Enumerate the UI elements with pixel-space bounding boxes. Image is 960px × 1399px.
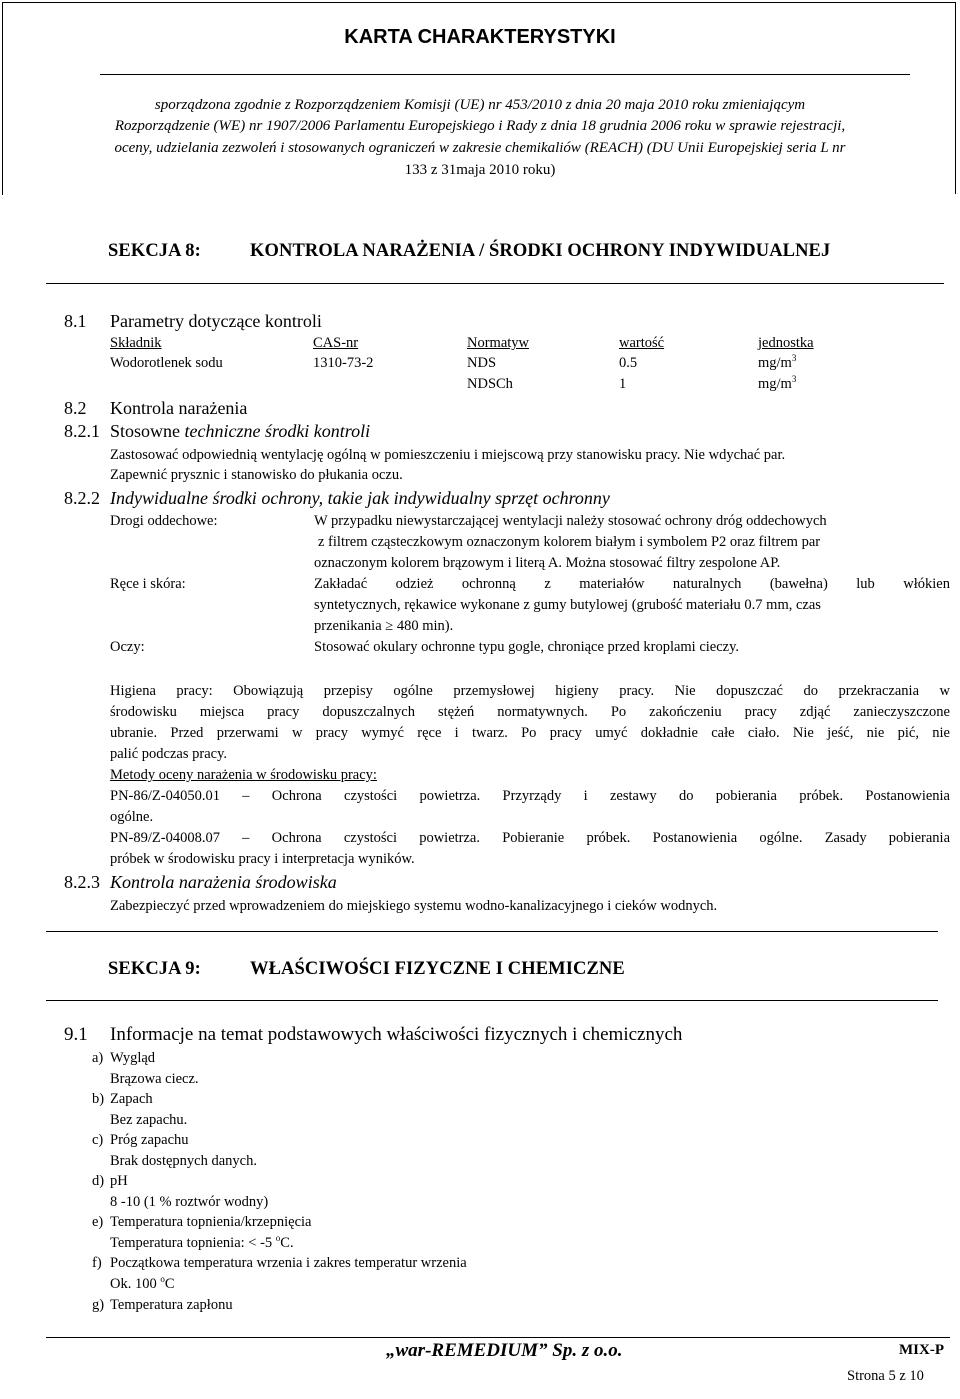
property-label-flash-point: Temperatura zapłonu [110, 1297, 233, 1313]
subsection-9-1-title: Informacje na temat podstawowych właściwości fizycznych i chemicznych [110, 1024, 683, 1045]
section-8-divider [46, 283, 944, 284]
melting-point-unit: C. [280, 1235, 294, 1251]
degree-sup: o [160, 1274, 165, 1285]
engineering-controls-text-2: Zapewnić prysznic i stanowisko do płukania oczu. [110, 467, 403, 483]
eyes-label: Oczy: [110, 639, 145, 655]
environment-controls-text: Zabezpieczyć przed wprowadzeniem do miejskiego systemu wodno-kanalizacyjnego i cieków wodnych. [110, 898, 718, 914]
property-letter-e: e) [92, 1214, 104, 1230]
table-header-component: Składnik [110, 335, 162, 351]
standard-pn86-line-2: ogólne. [110, 809, 154, 825]
boiling-point-text: Ok. 100 [110, 1276, 161, 1292]
property-value-odour: Bez zapachu. [110, 1112, 188, 1128]
methods-title: Metody oceny narażenia w środowisku pracy: [110, 767, 377, 783]
subsection-8-2-1-number: 8.2.1 [64, 421, 100, 441]
table-header-cas: CAS-nr [313, 335, 359, 351]
subsection-8-1-title: Parametry dotyczące kontroli [110, 311, 322, 331]
property-label-odour-threshold: Próg zapachu [110, 1132, 189, 1148]
hygiene-text-1: Higiena pracy: Obowiązują przepisy ogólne przemysłowej higieny pracy. Nie dopuszczać do przekraczania w [110, 683, 950, 699]
property-value-melting-point [110, 1233, 294, 1253]
hygiene-text-2: środowisku miejsca pracy dopuszczalnych stężeń normatywnych. Po zakończeniu pracy zdjąć zanieczyszczone [110, 704, 950, 720]
section-8-title: KONTROLA NARAŻENIA / ŚRODKI OCHRONY INDYWIDUALNEJ [250, 241, 831, 261]
property-label-boiling-point: Początkowa temperatura wrzenia i zakres temperatur wrzenia [110, 1255, 467, 1271]
table-cell-unit [758, 353, 796, 373]
property-letter-c: c) [92, 1132, 104, 1148]
respiratory-label: Drogi oddechowe: [110, 513, 218, 529]
regulation-line-3: oceny, udzielania zezwoleń i stosowanych ograniczeń w zakresie chemikaliów (REACH) (DU Unii Europejskiej seria L nr [114, 140, 846, 156]
respiratory-text-1: W przypadku niewystarczającej wentylacji należy stosować ochrony dróg oddechowych [314, 513, 827, 529]
property-label-ph: pH [110, 1173, 128, 1189]
property-value-ph: 8 -10 (1 % roztwór wodny) [110, 1194, 269, 1210]
standard-pn86-line-1: PN-86/Z-04050.01 – Ochrona czystości powietrza. Przyrządy i zestawy do pobierania próbek. Postanowienia [110, 788, 950, 804]
melting-point-text: Temperatura topnienia: < -5 [110, 1235, 276, 1251]
subsection-8-2-1-title-b: techniczne środki kontroli [184, 421, 371, 441]
property-letter-g: g) [92, 1297, 105, 1313]
regulation-line-1: sporządzona zgodnie z Rozporządzeniem Komisji (UE) nr 453/2010 z dnia 20 maja 2010 roku zmieniającym [154, 97, 806, 113]
property-letter-b: b) [92, 1091, 105, 1107]
hands-skin-text-2: syntetycznych, rękawice wykonane z gumy butylowej (grubość materiału 0.7 mm, czas [314, 597, 821, 613]
degree-sup: o [275, 1233, 281, 1244]
property-value-appearance: Brązowa ciecz. [110, 1071, 199, 1087]
standard-pn89-line-2: próbek w środowisku pracy i interpretacja wyników. [110, 851, 415, 867]
engineering-controls-text-1: Zastosować odpowiednią wentylację ogólną w pomieszczeniu i miejscową przy stanowisku pracy. Nie wdychać par. [110, 447, 786, 463]
regulation-line-4: 133 z 31maja 2010 roku) [404, 162, 556, 178]
unit-text: mg/m [758, 376, 792, 392]
table-cell-component: Wodorotlenek sodu [110, 355, 223, 371]
property-letter-f: f) [92, 1255, 102, 1271]
table-cell-standard: NDS [467, 355, 497, 371]
property-value-odour-threshold: Brak dostępnych danych. [110, 1153, 257, 1169]
eyes-text: Stosować okulary ochronne typu gogle, chroniące przed kroplami cieczy. [314, 639, 740, 655]
section-8-end-divider [46, 931, 938, 932]
table-cell-value: 0.5 [619, 355, 638, 371]
hands-skin-text-1: Zakładać odzież ochronną z materiałów naturalnych (bawełna) lub włókien [314, 576, 950, 592]
table-cell-unit [758, 374, 796, 394]
subsection-8-2-1-title [110, 419, 370, 443]
hygiene-text-4: palić podczas pracy. [110, 746, 228, 762]
hygiene-text-3: ubranie. Przed przerwami w pracy wymyć ręce i twarz. Po pracy umyć dokładnie całe ciało. Nie jeść, nie pić, nie [110, 725, 950, 741]
document-title: KARTA CHARAKTERYSTYKI [344, 26, 616, 48]
subsection-8-2-number: 8.2 [64, 398, 87, 418]
hands-skin-label: Ręce i skóra: [110, 576, 186, 592]
subsection-8-2-2-number: 8.2.2 [64, 488, 100, 508]
respiratory-text-3: oznaczonym kolorem brązowym i literą A. Można stosować filtry zespolone AP. [314, 555, 781, 571]
subsection-8-2-2-title: Indywidualne środki ochrony, takie jak indywidualny sprzęt ochronny [110, 488, 610, 508]
property-label-melting-point: Temperatura topnienia/krzepnięcia [110, 1214, 312, 1230]
property-letter-d: d) [92, 1173, 105, 1189]
subsection-8-1-number: 8.1 [64, 311, 87, 331]
table-cell-value: 1 [619, 376, 627, 392]
unit-text: mg/m [758, 355, 792, 371]
table-cell-cas: 1310-73-2 [313, 355, 374, 371]
unit-superscript: 3 [791, 374, 797, 385]
subsection-9-1-number: 9.1 [64, 1024, 88, 1045]
footer-divider [46, 1337, 950, 1338]
subsection-8-2-title: Kontrola narażenia [110, 398, 248, 418]
table-header-unit: jednostka [758, 335, 814, 351]
subsection-8-2-3-number: 8.2.3 [64, 872, 100, 892]
property-label-odour: Zapach [110, 1091, 153, 1107]
table-header-standard: Normatyw [467, 335, 530, 351]
unit-superscript: 3 [791, 353, 797, 364]
section-9-divider [46, 1000, 938, 1001]
title-divider [100, 74, 910, 75]
table-header-value: wartość [619, 335, 665, 351]
boiling-point-unit: C [164, 1276, 175, 1292]
section-9-number: SEKCJA 9: [108, 959, 201, 979]
section-8-number: SEKCJA 8: [108, 241, 201, 261]
regulation-line-2: Rozporządzenie (WE) nr 1907/2006 Parlamentu Europejskiego i Rady z dnia 18 grudnia 2006 roku w sprawie rejestracji, [114, 118, 846, 134]
property-value-boiling-point [110, 1274, 175, 1294]
footer-product: MIX-P [899, 1342, 944, 1358]
table-cell-standard: NDSCh [467, 376, 513, 392]
subsection-8-2-3-title: Kontrola narażenia środowiska [110, 872, 337, 892]
section-9-title: WŁAŚCIWOŚCI FIZYCZNE I CHEMICZNE [250, 959, 625, 979]
property-letter-a: a) [92, 1050, 104, 1066]
hands-skin-text-3: przenikania ≥ 480 min). [314, 618, 454, 634]
property-label-appearance: Wygląd [110, 1050, 156, 1066]
subsection-8-2-1-title-a: Stosowne [110, 421, 181, 441]
footer-page-number: Strona 5 z 10 [847, 1368, 924, 1384]
footer-company: „war-REMEDIUM” Sp. z o.o. [386, 1340, 623, 1361]
standard-pn89-line-1: PN-89/Z-04008.07 – Ochrona czystości powietrza. Pobieranie próbek. Postanowienia ogólne. Zasady pobierania [110, 830, 950, 846]
respiratory-text-2: z filtrem cząsteczkowym oznaczonym kolorem białym i symbolem P2 oraz filtrem par [318, 534, 821, 550]
